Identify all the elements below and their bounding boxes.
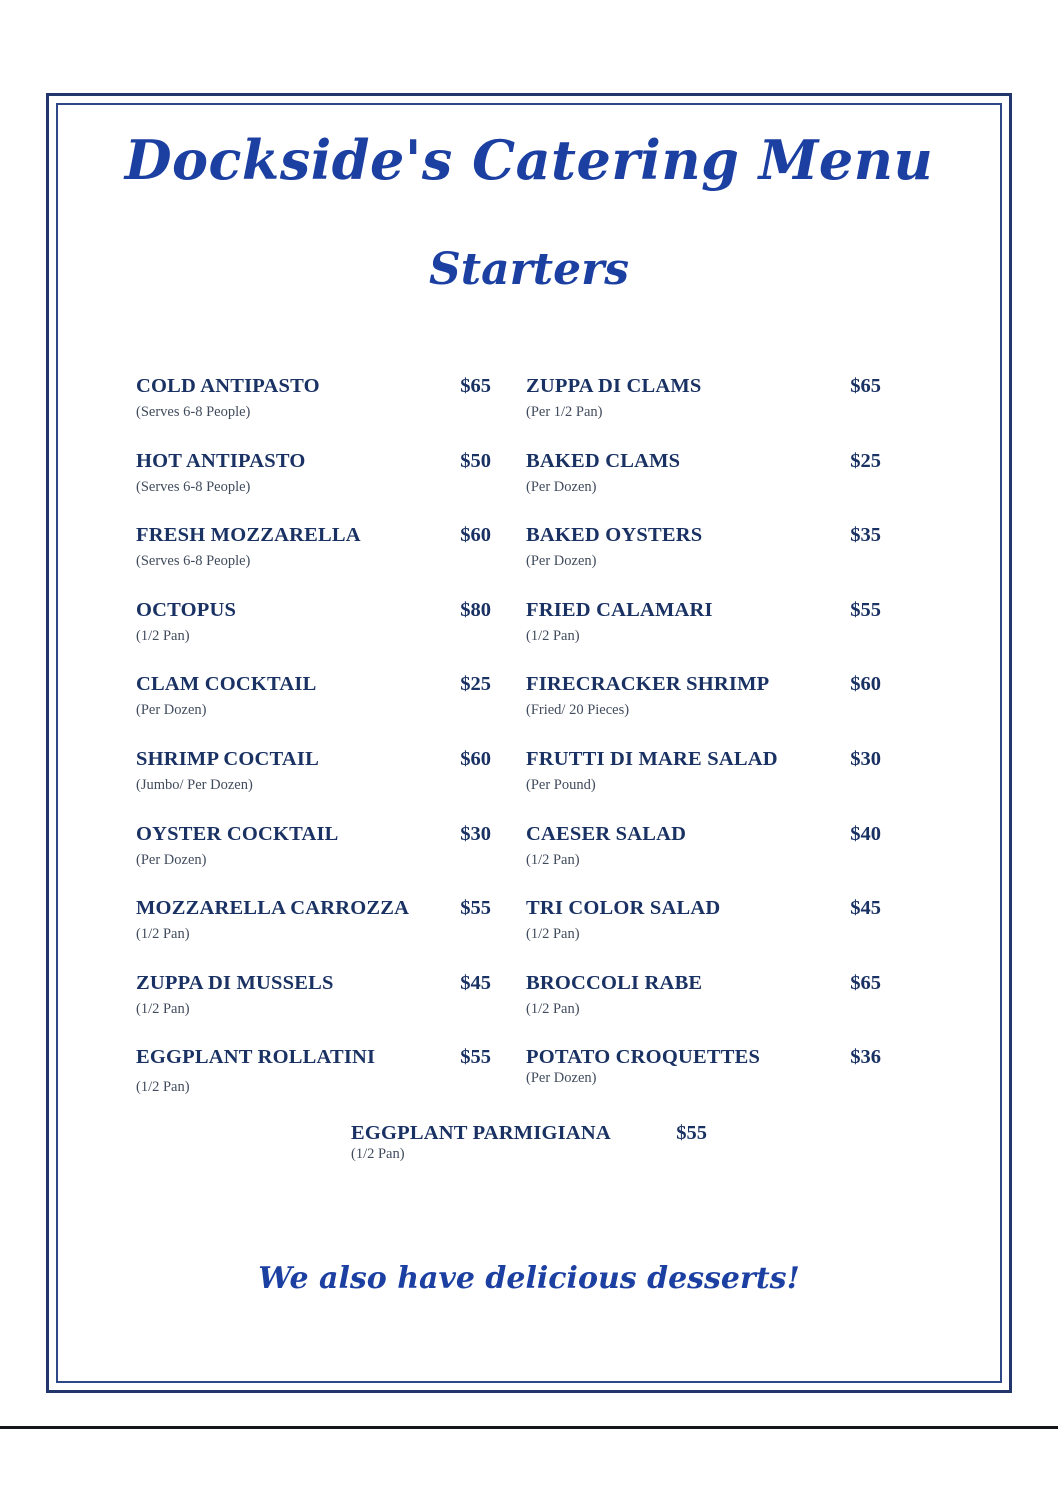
menu-item-header — [136, 1046, 491, 1069]
menu-item-description: (1/2 Pan) — [526, 926, 580, 943]
menu-item-name: ZUPPA DI MUSSELS — [136, 971, 334, 994]
menu-item-name: FRESH MOZZARELLA — [136, 524, 361, 547]
menu-item-header — [136, 450, 491, 473]
menu-item-price: $60 — [460, 747, 491, 770]
menu-item-price: $65 — [460, 375, 491, 397]
menu-items-container — [136, 375, 881, 1121]
menu-item-price: $36 — [850, 1046, 881, 1069]
menu-item-description: (Per Dozen) — [136, 702, 207, 719]
menu-item — [526, 897, 881, 972]
menu-item-header — [526, 673, 881, 696]
menu-item — [526, 599, 881, 674]
menu-item-description: (1/2 Pan) — [136, 627, 190, 644]
menu-item-description: (Serves 6-8 People) — [136, 553, 251, 570]
menu-item-description: (1/2 Pan) — [526, 627, 580, 644]
menu-item-name: ZUPPA DI CLAMS — [526, 375, 702, 397]
menu-item-name: OCTOPUS — [136, 598, 237, 621]
menu-item-price: $35 — [850, 524, 881, 547]
menu-item-header — [351, 1122, 707, 1145]
menu-item-header — [526, 375, 881, 398]
menu-item-name: FRIED CALAMARI — [526, 598, 713, 621]
menu-item — [136, 972, 491, 1047]
menu-item — [136, 673, 491, 748]
menu-item-header — [526, 972, 881, 995]
menu-item-header — [526, 748, 881, 771]
menu-item — [526, 972, 881, 1047]
menu-item-price: $55 — [850, 598, 881, 621]
menu-item — [136, 450, 491, 525]
menu-item-price: $45 — [460, 971, 491, 994]
bottom-divider — [0, 1426, 1058, 1429]
menu-item-description: (Per Dozen) — [526, 1070, 597, 1087]
menu-item-header — [526, 897, 881, 920]
menu-item — [526, 673, 881, 748]
menu-item-description: (Per Dozen) — [526, 478, 597, 495]
menu-item-header — [136, 897, 491, 920]
menu-item-price: $40 — [850, 822, 881, 845]
menu-item-description: (1/2 Pan) — [351, 1146, 405, 1162]
menu-item — [136, 823, 491, 898]
menu-item — [526, 375, 881, 450]
menu-item-header — [136, 599, 491, 622]
menu-item-name: BAKED CLAMS — [526, 449, 681, 472]
menu-item — [526, 1046, 881, 1121]
page-title: Dockside's Catering Menu — [124, 128, 934, 192]
menu-column-left — [136, 375, 491, 1121]
menu-item-price: $80 — [460, 598, 491, 621]
menu-item-price: $55 — [460, 897, 491, 920]
menu-item-description: (1/2 Pan) — [136, 1000, 190, 1017]
menu-item-price: $50 — [460, 449, 491, 472]
menu-item-name: MOZZARELLA CARROZZA — [136, 897, 410, 920]
menu-item-description: (1/2 Pan) — [136, 1079, 190, 1096]
menu-item-price: $60 — [460, 524, 491, 547]
menu-item-header — [526, 1046, 881, 1069]
footer-note: We also have delicious desserts! — [258, 1261, 800, 1296]
menu-item-price: $45 — [850, 897, 881, 920]
menu-item-name: BROCCOLI RABE — [526, 971, 703, 994]
menu-item-description: (Per Dozen) — [526, 553, 597, 570]
menu-item-name: SHRIMP COCTAIL — [136, 747, 319, 770]
menu-item-name: HOT ANTIPASTO — [136, 449, 306, 472]
menu-item-header — [526, 524, 881, 547]
menu-item-description: (Serves 6-8 People) — [136, 404, 251, 420]
menu-item — [136, 748, 491, 823]
menu-item-description: (Serves 6-8 People) — [136, 478, 251, 495]
menu-item-header — [136, 524, 491, 547]
menu-item — [136, 1046, 491, 1121]
menu-item-name: POTATO CROQUETTES — [526, 1046, 761, 1069]
menu-item-name: OYSTER COCKTAIL — [136, 822, 339, 845]
menu-item-description: (Per Dozen) — [136, 851, 207, 868]
menu-item-name: FRUTTI DI MARE SALAD — [526, 747, 778, 770]
menu-item-centered-container — [0, 1122, 1058, 1163]
menu-item-price: $55 — [460, 1046, 491, 1069]
menu-item — [136, 897, 491, 972]
menu-item-price: $60 — [850, 673, 881, 696]
menu-item — [136, 599, 491, 674]
menu-item-name: FIRECRACKER SHRIMP — [526, 673, 770, 696]
menu-item-name: EGGPLANT ROLLATINI — [136, 1046, 376, 1069]
menu-item-price: $55 — [676, 1122, 707, 1144]
menu-item — [526, 748, 881, 823]
menu-columns — [136, 375, 881, 1121]
menu-item-name: TRI COLOR SALAD — [526, 897, 721, 920]
menu-item-description: (1/2 Pan) — [526, 1000, 580, 1017]
menu-item-header — [526, 823, 881, 846]
menu-item-name: COLD ANTIPASTO — [136, 375, 320, 397]
menu-item-description: (Per Pound) — [526, 776, 596, 793]
menu-item-price: $65 — [850, 375, 881, 397]
menu-item-description: (1/2 Pan) — [526, 851, 580, 868]
menu-item-header — [136, 823, 491, 846]
menu-item-price: $30 — [850, 747, 881, 770]
menu-item-price: $30 — [460, 822, 491, 845]
menu-item-description: (Fried/ 20 Pieces) — [526, 702, 630, 719]
menu-item — [136, 375, 491, 450]
menu-item — [526, 450, 881, 525]
menu-item-header — [526, 450, 881, 473]
menu-item-header — [136, 375, 491, 398]
menu-item — [526, 823, 881, 898]
menu-item-price: $25 — [460, 673, 491, 696]
menu-item-header — [136, 673, 491, 696]
menu-column-right — [526, 375, 881, 1121]
menu-item-header — [526, 599, 881, 622]
menu-item-description: (1/2 Pan) — [136, 926, 190, 943]
menu-item-name: BAKED OYSTERS — [526, 524, 703, 547]
menu-item-description: (Jumbo/ Per Dozen) — [136, 776, 253, 793]
menu-item-price: $65 — [850, 971, 881, 994]
menu-item — [526, 524, 881, 599]
menu-item-header — [136, 972, 491, 995]
menu-item — [351, 1122, 707, 1163]
menu-item-name: CLAM COCKTAIL — [136, 673, 317, 696]
menu-item-description: (Per 1/2 Pan) — [526, 404, 603, 420]
menu-item-name: CAESER SALAD — [526, 822, 687, 845]
menu-item-price: $25 — [850, 449, 881, 472]
section-heading-starters: Starters — [428, 244, 630, 295]
menu-item-header — [136, 748, 491, 771]
menu-item-name: EGGPLANT PARMIGIANA — [351, 1122, 611, 1144]
menu-item — [136, 524, 491, 599]
